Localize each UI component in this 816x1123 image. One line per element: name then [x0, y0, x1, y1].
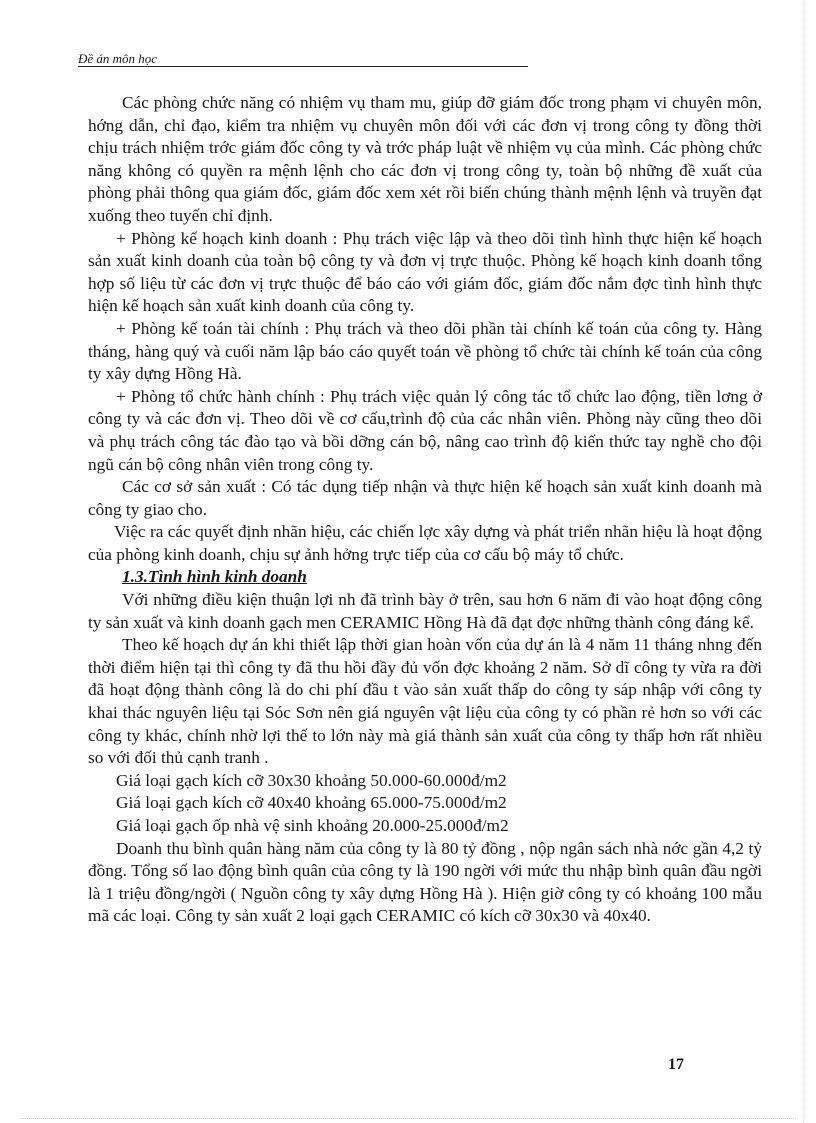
paragraph-accounting-department: + Phòng kế toán tài chính : Phụ trách và theo dõi phần tài chính kế toán của công ty. Hàng tháng, hàng quý và cuối năm lập báo cáo quyết toán về phòng tổ chức tài chính kế toán của công ty xây dựng Hồng Hà. [88, 318, 762, 384]
paragraph-business-conditions: Với những điều kiện thuận lợi nh đã trình bày ở trên, sau hơn 6 năm đi vào hoạt động công ty sản xuất và kinh doanh gạch men CERAMIC Hồng Hà đã đạt đợc những thành công đáng kể. [88, 590, 762, 632]
footer-divider [20, 1118, 796, 1119]
section-heading: 1.3.Tình hình kinh doanh [122, 567, 307, 587]
page-number: 17 [668, 1056, 684, 1073]
price-line-40x40: Giá loại gạch kích cỡ 40x40 khoảng 65.000-75.000đ/m2 [116, 793, 507, 813]
page-header: Đề án môn học [78, 52, 528, 67]
paragraph-production-facilities: Các cơ sở sản xuất : Có tác dụng tiếp nhận và thực hiện kế hoạch sản xuất kinh doanh mà công ty giao cho. [88, 477, 762, 519]
price-line-30x30: Giá loại gạch kích cỡ 30x30 khoảng 50.000-60.000đ/m2 [116, 770, 507, 790]
document-body [88, 92, 762, 928]
paragraph-payback-plan: Theo kế hoạch dự án khi thiết lập thời gian hoàn vốn của dự án là 4 năm 11 tháng nhng đến thời điểm hiện tại thì công ty đã thu hồi đầy đủ vốn đợc khoảng 2 năm. Sở dĩ công ty vừa ra đời đã hoạt động thành công là do chi phí đầu t vào sản xuất thấp do công ty sáp nhập với công ty khai thác nguyên liệu tại Sóc Sơn nên giá nguyên vật liệu của công ty có phần rẻ hơn so với các công ty khác, chính nhờ lợi thế to lớn này mà giá thành sản xuất của công ty thấp hơn rất nhiều so với đối thủ cạnh tranh . [88, 635, 762, 768]
paragraph-revenue: Doanh thu bình quân hàng năm của công ty là 80 tỷ đồng , nộp ngân sách nhà nớc gần 4,2 tỷ đồng. Tổng số lao động bình quân của công ty là 190 ngời với mức thu nhập bình quân đầu ngời là 1 triệu đồng/ngời ( Nguồn công ty xây dựng Hồng Hà ). Hiện giờ công ty có khoảng 100 mẫu mã các loại. Công ty sản xuất 2 loại gạch CERAMIC có kích cỡ 30x30 và 40x40. [88, 838, 762, 926]
paragraph-admin-department: + Phòng tổ chức hành chính : Phụ trách việc quản lý công tác tổ chức lao động, tiền lơng ở công ty và các đơn vị. Theo dõi về cơ cấu,trình độ của các nhân viên. Phòng này cũng theo dõi và phụ trách công tác đào tạo và bồi dỡng cán bộ, nâng cao trình độ kiến thức tay nghề cho đội ngũ cán bộ công nhân viên trong công ty. [88, 386, 762, 474]
paragraph-functional-departments: Các phòng chức năng có nhiệm vụ tham mu, giúp đỡ giám đốc trong phạm vi chuyên môn, hớng dẫn, chỉ đạo, kiểm tra nhiệm vụ chuyên môn đối với các đơn vị trong công ty đồng thời chịu trách nhiệm trớc giám đốc công ty và trớc pháp luật về nhiệm vụ của mình. Các phòng chức năng không có quyền ra mệnh lệnh cho các đơn vị trong công ty, toàn bộ những đề xuất của phòng phải thông qua giám đốc, giám đốc xem xét rồi biến chúng thành mệnh lệnh và truyền đạt xuống theo tuyến chỉ định. [88, 93, 762, 225]
paragraph-brand-decisions: Việc ra các quyết định nhãn hiệu, các chiến lợc xây dựng và phát triển nhãn hiệu là hoạt động của phòng kinh doanh, chịu sự ảnh hởng trực tiếp của cơ cấu bộ máy tổ chức. [88, 522, 762, 564]
paragraph-planning-department: + Phòng kế hoạch kinh doanh : Phụ trách việc lập và theo dõi tình hình thực hiện kế hoạch sản xuất kinh doanh của toàn bộ công ty và đơn vị trực thuộc. Phòng kế hoạch kinh doanh tổng hợp số liệu từ các đơn vị trực thuộc để báo cáo với giám đốc, giám đốc nắm đợc tình hình thực hiện kế hoạch sản xuất kinh doanh của công ty. [88, 228, 762, 316]
side-divider [803, 0, 804, 1123]
price-line-bathroom: Giá loại gạch ốp nhà vệ sinh khoảng 20.000-25.000đ/m2 [116, 816, 509, 835]
